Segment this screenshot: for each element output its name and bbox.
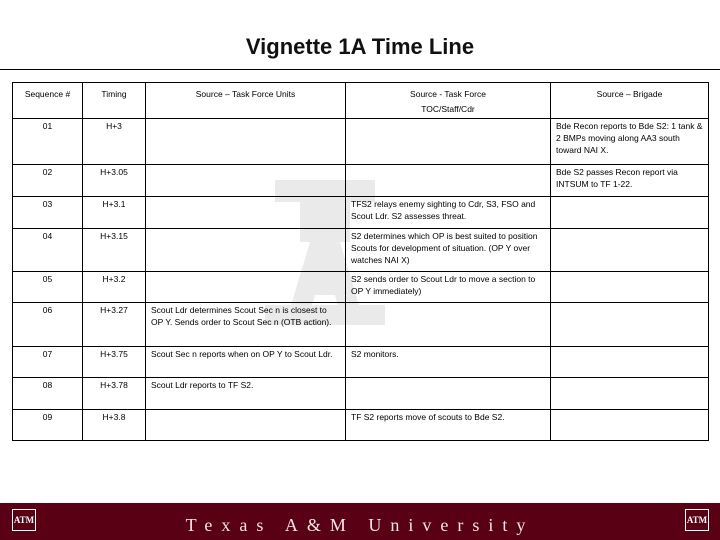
header-brigade: Source – Brigade [551, 83, 709, 119]
table-row [13, 165, 709, 197]
timeline-table [12, 82, 709, 441]
cell-tf-units [146, 165, 346, 197]
header-timing: Timing [83, 83, 146, 119]
table-header-row [13, 83, 709, 119]
cell-timing: H+3.05 [83, 165, 146, 197]
header-sequence: Sequence # [13, 83, 83, 119]
table-row [13, 303, 709, 347]
cell-sequence: 04 [13, 229, 83, 272]
cell-tf-toc [346, 378, 551, 410]
table-row [13, 197, 709, 229]
cell-tf-units [146, 272, 346, 303]
cell-tf-toc [346, 303, 551, 347]
cell-tf-toc: TFS2 relays enemy sighting to Cdr, S3, FSO and Scout Ldr. S2 assesses threat. [346, 197, 551, 229]
page-title: Vignette 1A Time Line [245, 34, 475, 59]
cell-sequence: 07 [13, 347, 83, 378]
table-row [13, 229, 709, 272]
cell-timing: H+3.78 [83, 378, 146, 410]
header-tf-units: Source – Task Force Units [146, 83, 346, 119]
table-row [13, 347, 709, 378]
cell-timing: H+3.27 [83, 303, 146, 347]
cell-tf-units [146, 119, 346, 165]
cell-timing: H+3.1 [83, 197, 146, 229]
cell-brigade: Bde Recon reports to Bde S2: 1 tank & 2 BMPs moving along AA3 south toward NAI X. [551, 119, 709, 165]
cell-timing: H+3.15 [83, 229, 146, 272]
title-divider [0, 69, 720, 70]
header-tf-toc-line1: Source - Task Force [410, 89, 486, 99]
cell-timing: H+3.75 [83, 347, 146, 378]
cell-tf-units: Scout Sec n reports when on OP Y to Scout Ldr. [146, 347, 346, 378]
cell-brigade: Bde S2 passes Recon report via INTSUM to TF 1-22. [551, 165, 709, 197]
cell-tf-toc [346, 119, 551, 165]
atm-logo-left: ATM [12, 509, 36, 531]
cell-tf-toc [346, 165, 551, 197]
cell-brigade [551, 272, 709, 303]
cell-timing: H+3.8 [83, 410, 146, 441]
cell-tf-units: Scout Ldr determines Scout Sec n is closest to OP Y. Sends order to Scout Sec n (OTB action). [146, 303, 346, 347]
cell-timing: H+3.2 [83, 272, 146, 303]
cell-tf-units [146, 197, 346, 229]
table-row [13, 378, 709, 410]
cell-tf-units: Scout Ldr reports to TF S2. [146, 378, 346, 410]
cell-tf-toc: S2 monitors. [346, 347, 551, 378]
cell-sequence: 01 [13, 119, 83, 165]
atm-logo-right: ATM [685, 509, 709, 531]
cell-brigade [551, 410, 709, 441]
header-tf-toc [346, 83, 551, 119]
cell-tf-toc: S2 sends order to Scout Ldr to move a section to OP Y immediately) [346, 272, 551, 303]
cell-sequence: 06 [13, 303, 83, 347]
cell-tf-toc: S2 determines which OP is best suited to position Scouts for development of situation. (OP Y over watches NAI X) [346, 229, 551, 272]
table-row [13, 272, 709, 303]
cell-sequence: 08 [13, 378, 83, 410]
footer-university: Texas A&M University [185, 515, 535, 535]
cell-tf-units [146, 410, 346, 441]
cell-sequence: 09 [13, 410, 83, 441]
cell-brigade [551, 347, 709, 378]
cell-brigade [551, 229, 709, 272]
cell-tf-toc: TF S2 reports move of scouts to Bde S2. [346, 410, 551, 441]
cell-timing: H+3 [83, 119, 146, 165]
header-tf-toc-line2: TOC/Staff/Cdr [421, 104, 475, 114]
table-row [13, 119, 709, 165]
cell-brigade [551, 378, 709, 410]
cell-sequence: 03 [13, 197, 83, 229]
cell-sequence: 05 [13, 272, 83, 303]
cell-brigade [551, 197, 709, 229]
table-row [13, 410, 709, 441]
cell-tf-units [146, 229, 346, 272]
cell-brigade [551, 303, 709, 347]
cell-sequence: 02 [13, 165, 83, 197]
